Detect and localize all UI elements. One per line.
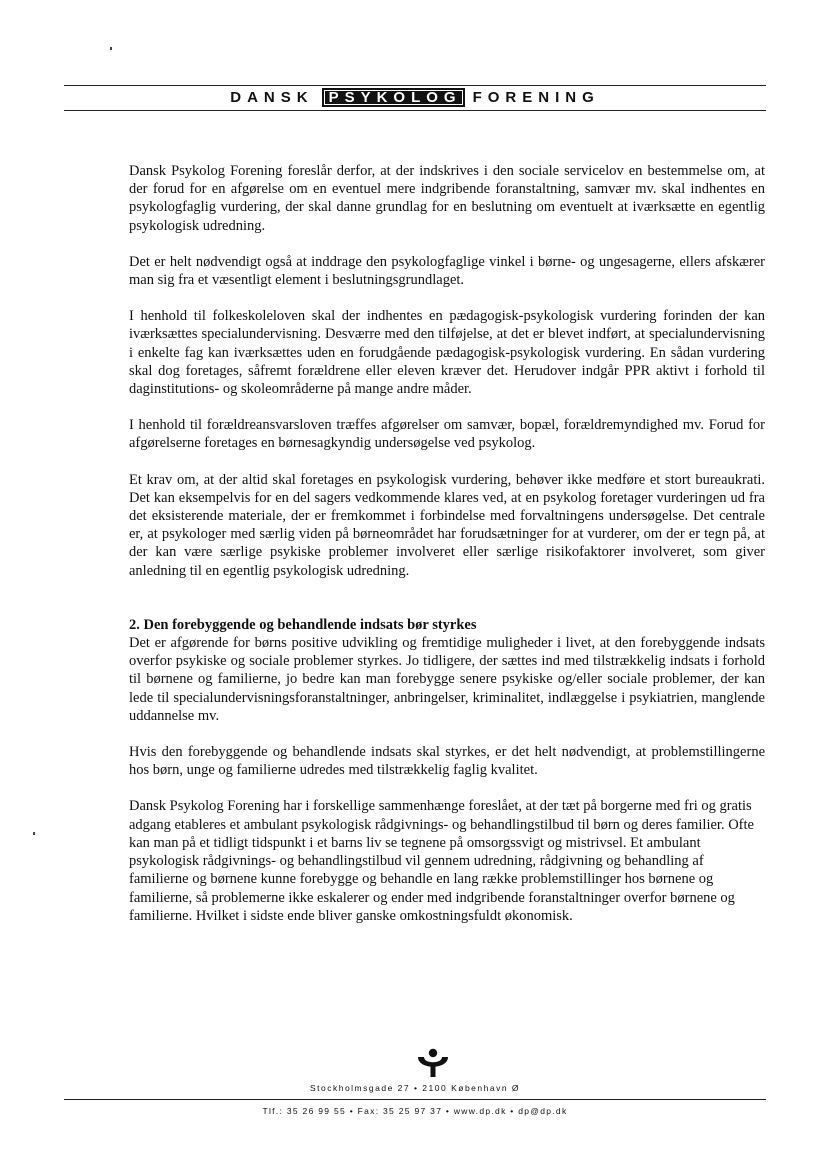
paragraph: Et krav om, at der altid skal foretages en psykologisk vurdering, behøver ikke medføre et stort bureaukrati. Det kan eksempelvis for en del sagers vedkommende klares ved, at en psykolog foretager vurderingen ud fra det eksisterende materiale, der er fremkommet i forbindelse med forvaltningens undersøgelse. Det centrale er, at psykologer med særlig viden på børneområdet har forudsætninger for at vurderer, om der er tegn på, at der kan være særlige psykiske problemer involveret eller særlige risikofaktorer involveret, som giver anledning til en egentlig psykologisk udredning. xyxy=(129,471,765,579)
footer-contact: Tlf.: 35 26 99 55 • Fax: 35 25 97 37 • www.dp.dk • dp@dp.dk xyxy=(262,1106,568,1116)
scan-speck xyxy=(33,832,35,835)
footer-rule xyxy=(64,1099,766,1100)
letterhead-word-forening: FORENING xyxy=(472,89,600,106)
letterhead-word-psykolog: PSYKOLOG xyxy=(322,88,465,107)
section-heading: 2. Den forebyggende og behandlende indsats bør styrkes xyxy=(129,616,477,633)
paragraph: I henhold til forældreansvarsloven træffes afgørelser om samvær, bopæl, forældremyndighed mv. Forud for afgørelserne foretages en børnesagkyndig undersøgelse ved psykolog. xyxy=(129,417,765,452)
letterhead-word-dansk: DANSK xyxy=(230,89,314,106)
header-bottom-rule xyxy=(64,110,766,111)
paragraph: I henhold til folkeskoleloven skal der indhentes en pædagogisk-psykologisk vurdering forinden der kan iværksættes specialundervisning. Desværre med den tilføjelse, at det er blevet indført, at specialundervisning i enkelte fag kan iværksættes uden en forudgående pædagogisk-psykologisk vurdering. En sådan vurdering skal dog foretages, såfremt forældrene eller eleven kræver det. Herudover indgår PPR aktivt i forhold til daginstitutions- og skoleområderne på mange andre måder. xyxy=(129,308,765,398)
header-top-rule xyxy=(64,85,766,86)
paragraph: Hvis den forebyggende og behandlende indsats skal styrkes, er det helt nødvendigt, at problemstillingerne hos børn, unge og familierne udredes med tilstrækkelig faglig kvalitet. xyxy=(129,744,765,779)
scan-speck xyxy=(110,47,112,50)
paragraph: Det er afgørende for børns positive udvikling og fremtidige muligheder i livet, at den forebyggende indsats overfor psykiske og sociale problemer styrkes. Jo tidligere, der sættes ind med tilstrækkelig indsats i forhold til børnene og familierne, jo bedre kan man forebygge senere psykiske og/eller sociale problemer, der kan lede til specialundervisningsforanstaltninger, anbringelser, kriminalitet, indlæggelse i psykiatrien, manglende uddannelse mv. xyxy=(129,635,765,724)
dpf-logo-icon xyxy=(416,1048,450,1078)
letter-body xyxy=(129,162,765,943)
paragraph: Dansk Psykolog Forening har i forskellige sammenhænge foreslået, at der tæt på borgerne med fri og gratis adgang etableres et ambulant psykologisk rådgivnings- og behandlingstilbud til børn og deres familier. Ofte kan man på et tidligt tidspunkt i et barns liv se tegnene på omsorgssvigt og mistrivsel. Et ambulant psykologisk rådgivnings- og behandlingstilbud vil gennem udredning, rådgivning og behandling af familierne og børnene kunne forebygge og behandle en lang række problemstillinger hos børnene og familierne, så problemerne ikke eskalerer og ender med indgribende foranstaltninger overfor børnene og familierne. Hvilket i sidste ende bliver ganske omkostningsfuldt økonomisk. xyxy=(129,798,754,924)
paragraph: Dansk Psykolog Forening foreslår derfor, at der indskrives i den sociale servicelov en bestemmelse om, at der forud for en afgørelse om en eventuel mere indgribende foranstaltning, samvær mv. skal indhentes en psykologfaglig vurdering, der skal danne grundlag for en beslutning om eventuelt at iværksætte en egentlig psykologisk udredning. xyxy=(129,163,765,234)
paragraph: Det er helt nødvendigt også at inddrage den psykologfaglige vinkel i børne- og ungesagerne, ellers afskærer man sig fra et væsentligt element i beslutningsgrundlaget. xyxy=(129,253,765,289)
letterhead xyxy=(64,88,766,108)
footer-address: Stockholmsgade 27 • 2100 København Ø xyxy=(309,1083,521,1093)
